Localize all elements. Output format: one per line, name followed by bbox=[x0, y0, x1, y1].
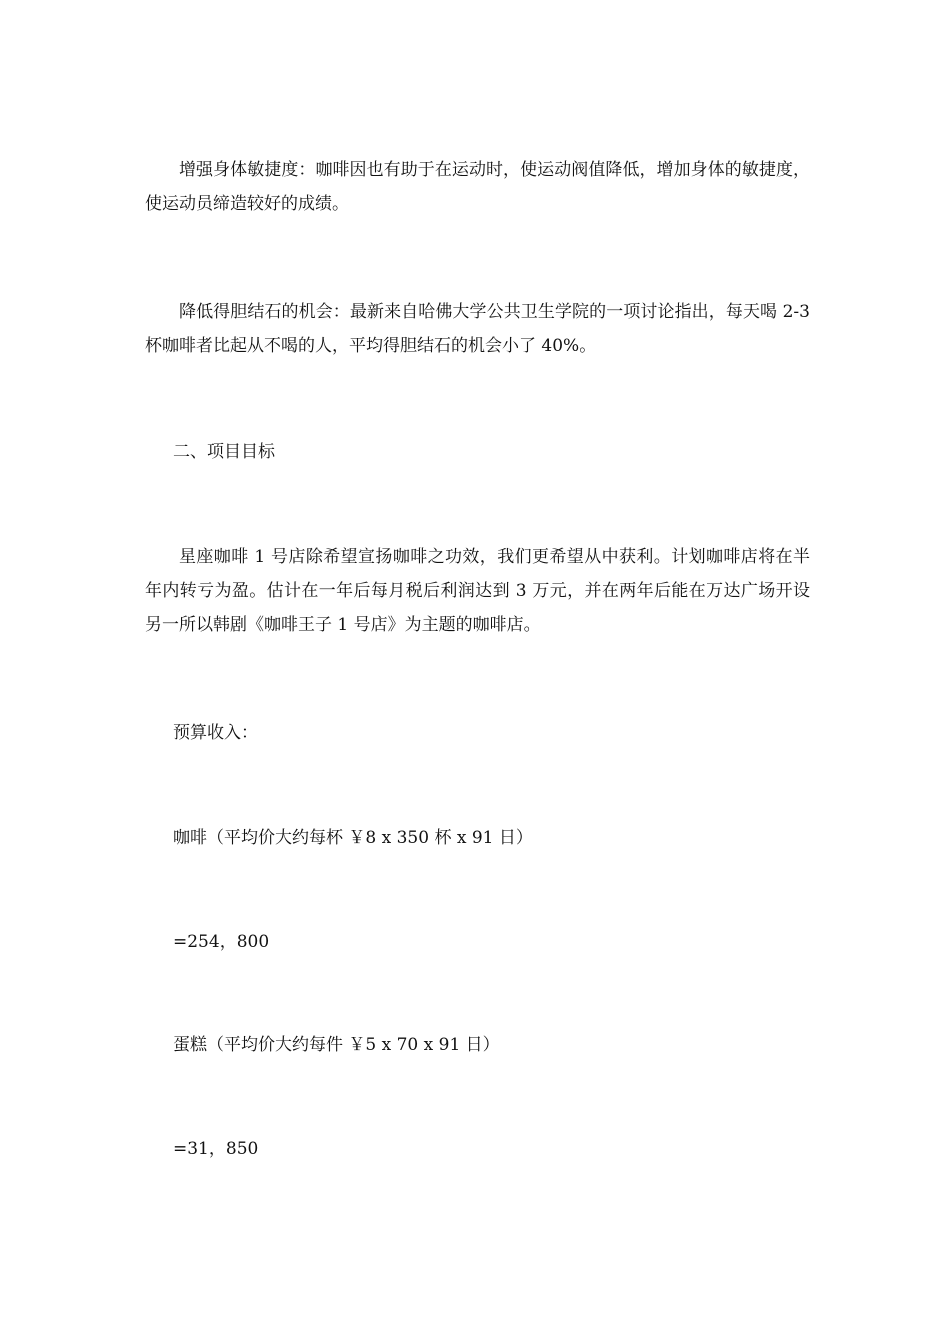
budget-heading: 预算收入： bbox=[173, 723, 258, 743]
coffee-revenue-line: 咖啡（平均价大约每杯 ￥8 x 350 杯 x 91 日） bbox=[173, 828, 533, 848]
coffee-revenue-total: =254，800 bbox=[173, 932, 270, 952]
paragraph-gallstones: 降低得胆结石的机会：最新来自哈佛大学公共卫生学院的一项讨论指出，每天喝 2-3 杯咖啡者比起从不喝的人，平均得胆结石的机会小了 40%。 bbox=[145, 302, 810, 356]
paragraph-agility: 增强身体敏捷度：咖啡因也有助于在运动时，使运动阀值降低，增加身体的敏捷度，使运动员缔造较好的成绩。 bbox=[145, 160, 810, 214]
section-heading: 二、项目目标 bbox=[173, 442, 275, 462]
cake-revenue-total: =31，850 bbox=[173, 1139, 259, 1159]
cake-revenue-line: 蛋糕（平均价大约每件 ￥5 x 70 x 91 日） bbox=[173, 1035, 500, 1055]
paragraph-project-goal: 星座咖啡 1 号店除希望宣扬咖啡之功效，我们更希望从中获利。计划咖啡店将在半年内转亏为盈。估计在一年后每月税后利润达到 3 万元，并在两年后能在万达广场开设另一所以韩剧《咖啡王子 1 号店》为主题的咖啡店。 bbox=[145, 547, 810, 635]
